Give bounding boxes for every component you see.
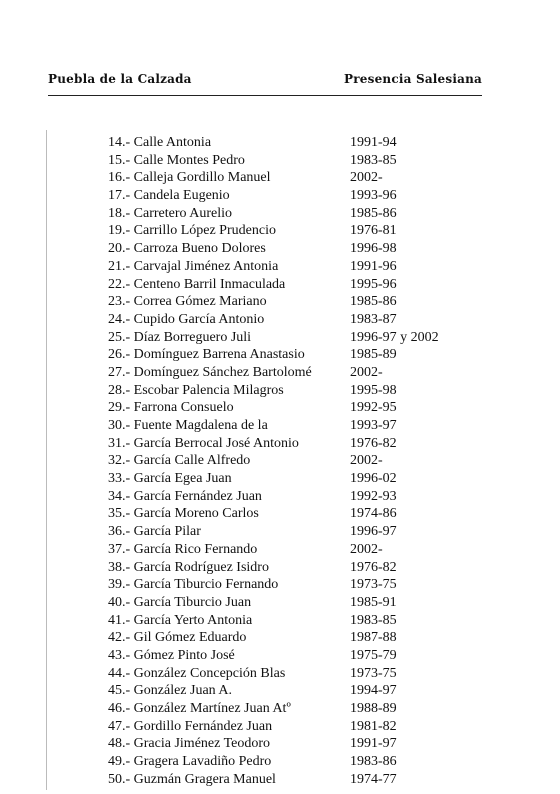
entry-name: 22.- Centeno Barril Inmaculada — [108, 276, 286, 292]
list-item — [108, 152, 488, 170]
entry-years: 1985-91 — [350, 594, 397, 610]
list-item — [108, 488, 488, 506]
entry-name: 28.- Escobar Palencia Milagros — [108, 382, 284, 398]
list-item — [108, 594, 488, 612]
list-item — [108, 169, 488, 187]
entry-years: 1991-97 — [350, 736, 397, 752]
entry-years: 1987-88 — [350, 630, 397, 646]
list-item — [108, 329, 488, 347]
entry-name: 47.- Gordillo Fernández Juan — [108, 718, 273, 734]
entry-name: 17.- Candela Eugenio — [108, 188, 230, 204]
list-item — [108, 700, 488, 718]
entry-name: 49.- Gragera Lavadiño Pedro — [108, 754, 272, 770]
entry-years: 1983-85 — [350, 152, 397, 168]
entry-name: 20.- Carroza Bueno Dolores — [108, 241, 266, 257]
entry-years: 1994-97 — [350, 683, 397, 699]
entry-name: 32.- García Calle Alfredo — [108, 453, 251, 469]
entry-years: 1976-81 — [350, 223, 397, 239]
entry-name: 29.- Farrona Consuelo — [108, 400, 234, 416]
entry-years: 1992-93 — [350, 488, 397, 504]
entry-years: 1996-02 — [350, 471, 397, 487]
list-item — [108, 417, 488, 435]
header-rule — [48, 95, 482, 96]
entry-years: 1976-82 — [350, 435, 397, 451]
entry-years: 1991-94 — [350, 135, 397, 150]
header-left-title: Puebla de la Calzada — [48, 72, 192, 86]
entry-years: 1983-87 — [350, 311, 397, 327]
entry-name: 36.- García Pilar — [108, 524, 201, 540]
entry-name: 18.- Carretero Aurelio — [108, 205, 233, 221]
list-item — [108, 753, 488, 771]
entry-years: 1981-82 — [350, 718, 397, 734]
entry-name: 35.- García Moreno Carlos — [108, 506, 259, 522]
entry-name: 31.- García Berrocal José Antonio — [108, 435, 299, 451]
list-item — [108, 771, 488, 789]
entry-years: 1996-97 — [350, 524, 397, 540]
list-item — [108, 134, 488, 152]
entry-name: 45.- González Juan A. — [108, 683, 233, 699]
entry-name: 40.- García Tiburcio Juan — [108, 594, 252, 610]
page-edge-line — [46, 130, 47, 790]
entry-years: 1985-86 — [350, 205, 397, 221]
header-right-title: Presencia Salesiana — [344, 72, 482, 86]
entry-name: 25.- Díaz Borreguero Juli — [108, 329, 252, 345]
list-item — [108, 541, 488, 559]
entry-years: 1975-79 — [350, 647, 397, 663]
list-item — [108, 435, 488, 453]
list-item — [108, 276, 488, 294]
entry-name: 42.- Gil Gómez Eduardo — [108, 630, 247, 646]
entry-name: 16.- Calleja Gordillo Manuel — [108, 170, 271, 186]
entry-years: 2002- — [350, 364, 383, 380]
list-item — [108, 470, 488, 488]
entry-years: 1995-96 — [350, 276, 397, 292]
entry-name: 39.- García Tiburcio Fernando — [108, 577, 279, 593]
list-item — [108, 240, 488, 258]
entry-years: 2002- — [350, 541, 383, 557]
list-item — [108, 293, 488, 311]
entry-years: 1993-97 — [350, 418, 397, 433]
entry-years: 1974-77 — [350, 771, 397, 787]
entry-name: 24.- Cupido García Antonio — [108, 311, 265, 327]
running-header — [48, 72, 482, 86]
list-item — [108, 222, 488, 240]
entry-name: 23.- Correa Gómez Mariano — [108, 294, 267, 310]
entry-years: 1993-96 — [350, 188, 397, 204]
entry-years: 1996-97 y 2002 — [350, 329, 439, 345]
entry-name: 41.- García Yerto Antonia — [108, 612, 253, 628]
entry-years: 1985-86 — [350, 294, 397, 310]
list-item — [108, 629, 488, 647]
list-item — [108, 452, 488, 470]
list-item — [108, 346, 488, 364]
entry-name: 50.- Guzmán Gragera Manuel — [108, 771, 276, 787]
entry-years: 1974-86 — [350, 506, 397, 522]
list-item — [108, 505, 488, 523]
entry-name: 27.- Domínguez Sánchez Bartolomé — [108, 364, 312, 380]
list-item — [108, 576, 488, 594]
entry-name: 34.- García Fernández Juan — [108, 488, 262, 504]
list-item — [108, 205, 488, 223]
entry-years: 2002- — [350, 170, 383, 186]
entry-years: 1996-98 — [350, 241, 397, 257]
entry-years: 1973-75 — [350, 577, 397, 593]
list-item — [108, 382, 488, 400]
list-item — [108, 665, 488, 683]
entry-years: 1985-89 — [350, 347, 397, 363]
list-item — [108, 718, 488, 736]
list-item — [108, 559, 488, 577]
list-item — [108, 612, 488, 630]
entry-name: 15.- Calle Montes Pedro — [108, 152, 245, 168]
entry-list — [108, 134, 488, 788]
entry-years: 1995-98 — [350, 382, 397, 398]
entry-name: 33.- García Egea Juan — [108, 471, 232, 487]
entry-years: 1983-85 — [350, 612, 397, 628]
entry-name: 38.- García Rodríguez Isidro — [108, 559, 269, 575]
entry-name: 21.- Carvajal Jiménez Antonia — [108, 258, 279, 274]
entry-name: 30.- Fuente Magdalena de la — [108, 418, 268, 433]
entry-name: 44.- González Concepción Blas — [108, 665, 286, 681]
list-item — [108, 647, 488, 665]
entry-years: 1992-95 — [350, 400, 397, 416]
list-item — [108, 258, 488, 276]
entry-name: 37.- García Rico Fernando — [108, 541, 258, 557]
list-item — [108, 523, 488, 541]
entry-name: 14.- Calle Antonia — [108, 135, 212, 150]
list-item — [108, 364, 488, 382]
entry-years: 2002- — [350, 453, 383, 469]
entry-years: 1991-96 — [350, 258, 397, 274]
entry-years: 1983-86 — [350, 754, 397, 770]
entry-name: 48.- Gracia Jiménez Teodoro — [108, 736, 271, 752]
list-item — [108, 187, 488, 205]
entry-name: 19.- Carrillo López Prudencio — [108, 223, 276, 239]
list-item — [108, 311, 488, 329]
entry-years: 1973-75 — [350, 665, 397, 681]
entry-years: 1976-82 — [350, 559, 397, 575]
entry-name: 46.- González Martínez Juan Atº — [108, 701, 291, 716]
entry-years: 1988-89 — [350, 701, 397, 716]
list-item — [108, 735, 488, 753]
list-item — [108, 682, 488, 700]
list-item — [108, 399, 488, 417]
entry-name: 43.- Gómez Pinto José — [108, 647, 235, 663]
entry-name: 26.- Domínguez Barrena Anastasio — [108, 347, 305, 363]
